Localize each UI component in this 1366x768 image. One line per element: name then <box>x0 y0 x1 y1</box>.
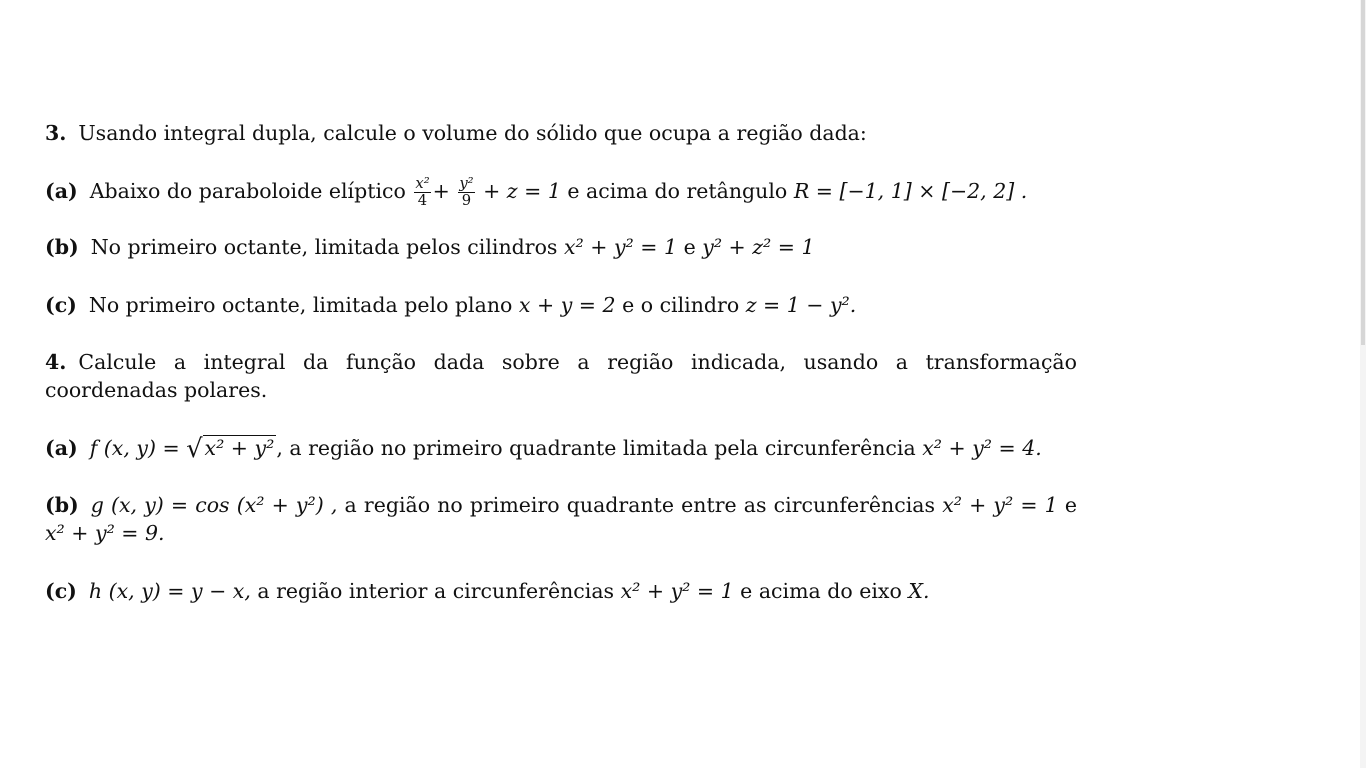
item-text: e o cilindro <box>622 293 740 317</box>
question-number: 3. <box>45 121 67 145</box>
item-text: No primeiro octante, limitada pelo plano <box>88 293 513 317</box>
equation: x² + y² = 1 <box>620 579 734 603</box>
vertical-scrollbar[interactable] <box>1360 0 1366 768</box>
equation: x² + y² = 9. <box>45 521 165 545</box>
fraction-y2-over-9: $\frac{\text{y²}}{9}$ <box>459 175 474 209</box>
question-3-heading <box>45 119 867 147</box>
question-number: 4. <box>45 350 67 374</box>
item-3c <box>45 291 856 319</box>
item-3b: (b) No primeiro octante, limitada pelos cilindros x² + y² = 1 e y² + z² = 1 <box>45 235 815 259</box>
item-4b: (b) g (x, y) = cos (x² + y²) , a região no primeiro quadrante entre as circunferências x² + y² = 1 e x² + y² = 9. <box>45 493 1077 545</box>
item-4a <box>45 434 1042 463</box>
equation: R = [−1, 1] × [−2, 2] . <box>793 178 1028 203</box>
question-text: Usando integral dupla, calcule o volume do sólido que ocupa a região dada: <box>78 121 867 145</box>
function-definition: g (x, y) = cos (x² + y²) , <box>90 493 338 517</box>
equation: x + y = 2 <box>518 293 616 317</box>
item-3a: (a) Abaixo do paraboloide elíptico $\frac{\text{x²}}{4}$ + $\frac{\text{y²}}{9}$ + z = 1 e acima do retângulo R = [−1, 1] × [−2, 2] . <box>45 175 1028 209</box>
item-text: Abaixo do paraboloide elíptico <box>89 178 406 203</box>
item-text: a região interior a circunferências <box>257 579 615 603</box>
equation: x² + y² = 1 <box>942 493 1058 517</box>
item-4c <box>45 577 930 605</box>
item-label: (b) <box>45 235 79 259</box>
question-text: Calcule a integral da função dada sobre a região indicada, usando a transformação coordenadas polares. <box>45 350 1077 402</box>
item-text: e acima do retângulo <box>567 178 788 203</box>
item-text: No primeiro octante, limitada pelos cilindros <box>90 235 558 259</box>
item-label: (a) <box>45 178 78 203</box>
fraction-x2-over-4: $\frac{\text{x²}}{4}$ <box>415 175 430 209</box>
item-label: (a) <box>45 436 78 460</box>
item-text: , a região no primeiro quadrante limitada pela circunferência <box>276 436 916 460</box>
axis-name: X. <box>908 579 930 603</box>
equation: y² + z² = 1 <box>702 235 815 259</box>
equation: + z = 1 <box>483 178 561 203</box>
document-page <box>45 0 1077 768</box>
item-text: e acima do eixo <box>740 579 902 603</box>
square-root: √x² + y² <box>186 434 275 465</box>
equation: z = 1 − y². <box>745 293 857 317</box>
function-definition: h (x, y) = y − x, <box>88 579 251 603</box>
item-label: (b) <box>45 493 79 517</box>
item-label: (c) <box>45 579 77 603</box>
item-label: (c) <box>45 293 77 317</box>
question-4-heading <box>45 348 1077 404</box>
equation: x² + y² = 4. <box>922 436 1042 460</box>
function-definition: f (x, y) = <box>89 436 180 460</box>
item-text: a região no primeiro quadrante entre as circunferências <box>344 493 936 517</box>
equation: x² + y² = 1 <box>563 235 678 259</box>
scrollbar-thumb[interactable] <box>1361 0 1365 345</box>
